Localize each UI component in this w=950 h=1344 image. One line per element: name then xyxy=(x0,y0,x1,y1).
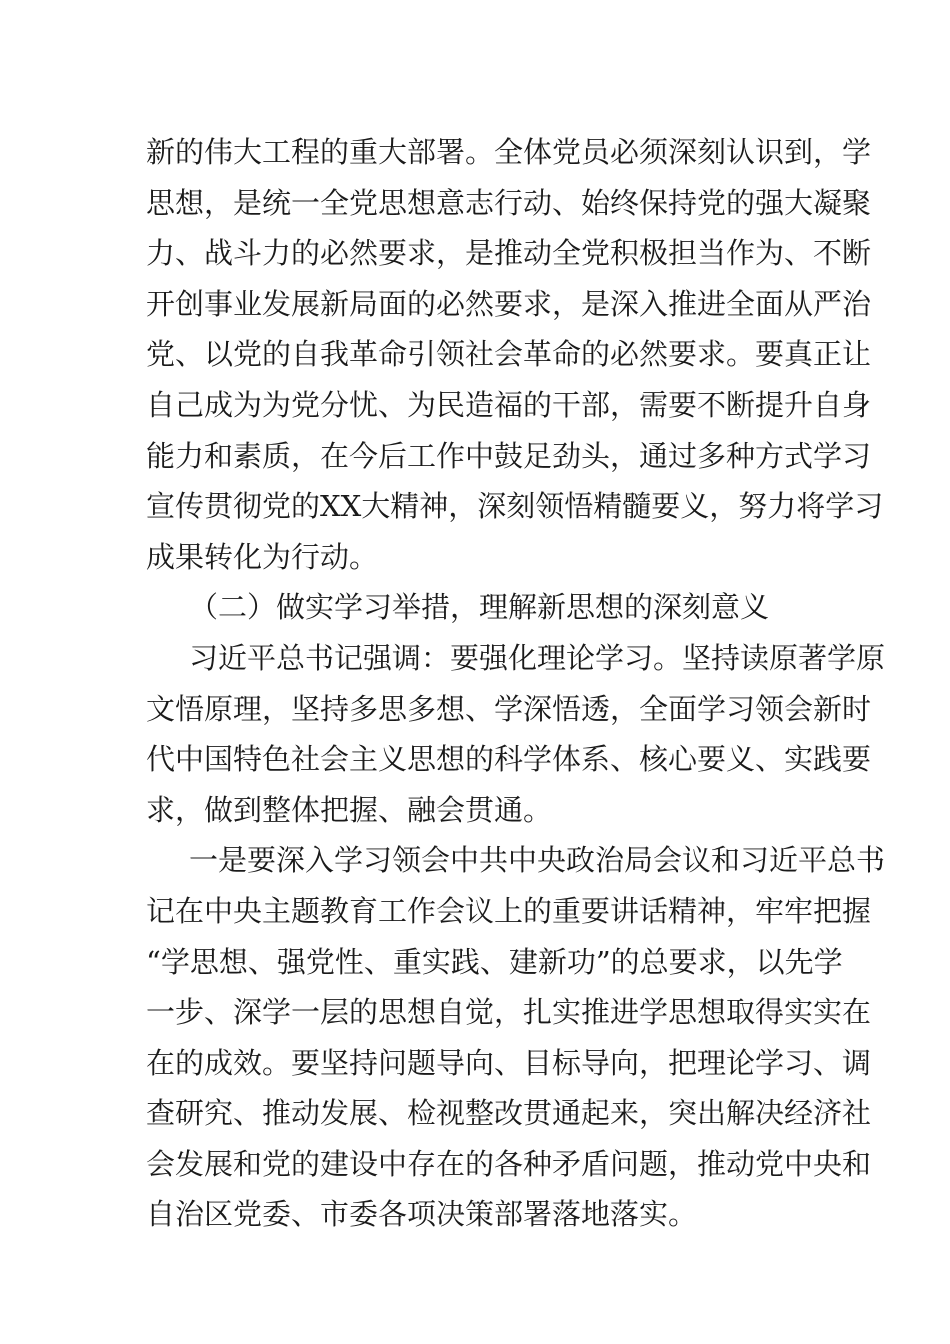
text-line: 一是要深入学习领会中共中央政治局会议和习近平总书 xyxy=(189,843,886,878)
text-line: 查研究、推动发展、检视整改贯通起来，突出解决经济社 xyxy=(146,1096,872,1131)
text-line: 求，做到整体把握、融会贯通。 xyxy=(146,792,553,827)
text-line: 文悟原理，坚持多思多想、学深悟透，全面学习领会新时 xyxy=(146,691,872,726)
text-line: 宣传贯彻党的XX大精神，深刻领悟精髓要义，努力将学习 xyxy=(146,489,884,524)
text-line: 党、以党的自我革命引领社会革命的必然要求。要真正让 xyxy=(146,337,872,372)
text-line: 成果转化为行动。 xyxy=(146,539,379,574)
text-line: 自己成为为党分忧、为民造福的干部，需要不断提升自身 xyxy=(146,387,872,422)
text-line: 在的成效。要坚持问题导向、目标导向，把理论学习、调 xyxy=(146,1045,872,1080)
text-line: 能力和素质，在今后工作中鼓足劲头，通过多种方式学习 xyxy=(146,438,872,473)
text-line: 习近平总书记强调：要强化理论学习。坚持读原著学原 xyxy=(189,640,886,675)
text-line: 新的伟大工程的重大部署。全体党员必须深刻认识到，学 xyxy=(146,135,872,169)
body-text xyxy=(146,127,886,1240)
text-line: 力、战斗力的必然要求，是推动全党积极担当作为、不断 xyxy=(146,236,872,271)
text-line: 开创事业发展新局面的必然要求，是深入推进全面从严治 xyxy=(146,286,872,321)
text-line: 思想，是统一全党思想意志行动、始终保持党的强大凝聚 xyxy=(146,185,872,220)
text-line: 记在中央主题教育工作会议上的重要讲话精神，牢牢把握 xyxy=(146,893,872,928)
text-line: 自治区党委、市委各项决策部署落地落实。 xyxy=(146,1197,698,1232)
text-line: 代中国特色社会主义思想的科学体系、核心要义、实践要 xyxy=(146,742,872,777)
text-line: 一步、深学一层的思想自觉，扎实推进学思想取得实实在 xyxy=(146,995,872,1030)
text-line: 会发展和党的建设中存在的各种矛盾问题，推动党中央和 xyxy=(146,1146,872,1181)
text-line: “学思想、强党性、重实践、建新功”的总要求，以先学 xyxy=(146,944,843,979)
section-heading: （二）做实学习举措，理解新思想的深刻意义 xyxy=(189,590,770,625)
